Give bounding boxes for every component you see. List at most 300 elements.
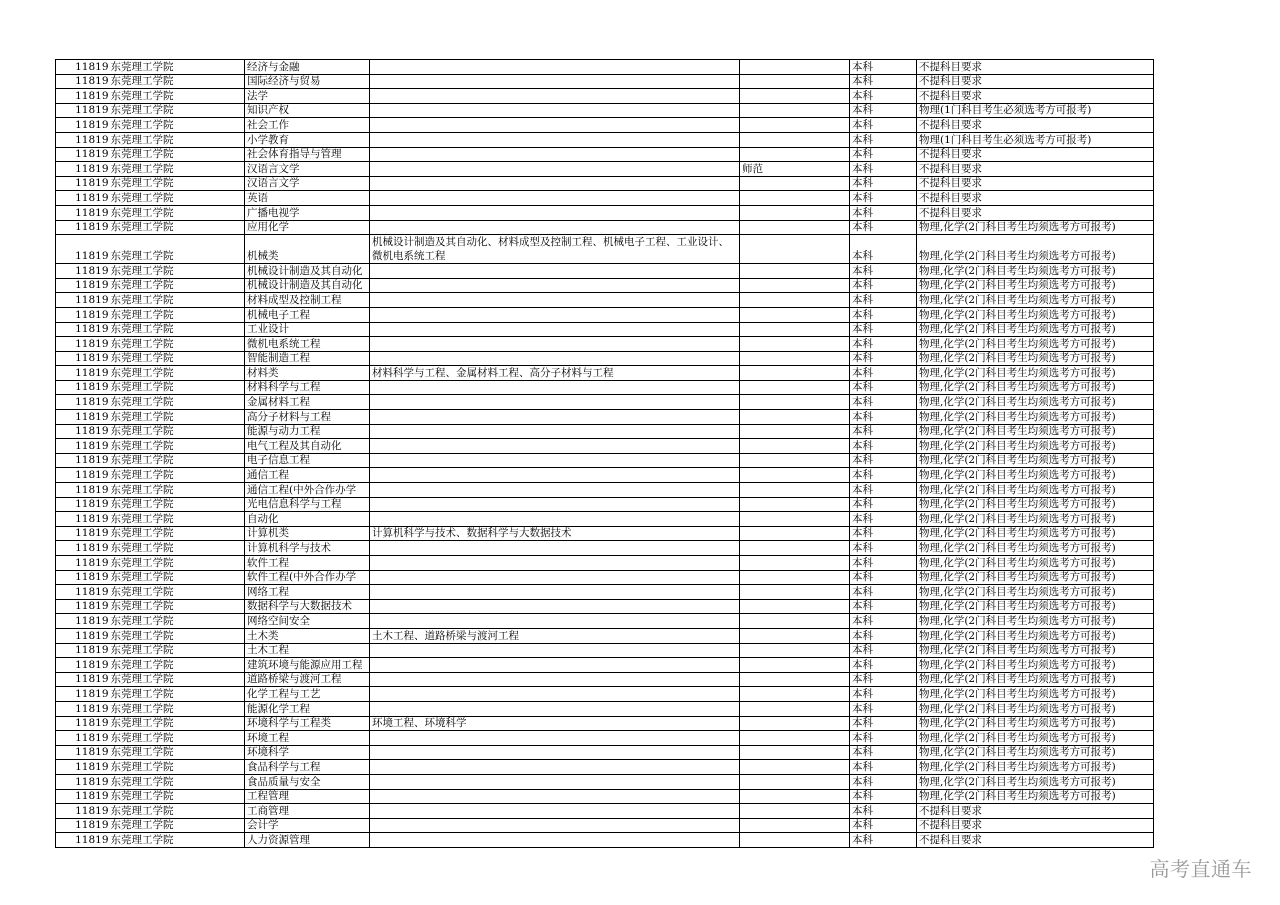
school-code-cell: 11819 [56,337,110,352]
major-cell: 光电信息科学与工程 [245,497,370,512]
level-cell: 本科 [850,599,917,614]
school-code-cell: 11819 [56,278,110,293]
table-row [56,789,1154,804]
school-code-cell: 11819 [56,585,110,600]
level-cell: 本科 [850,804,917,819]
subject-requirement-cell: 物理,化学(2门科目考生均须选考方可报考) [917,351,1154,366]
school-code-cell: 11819 [56,614,110,629]
major-cell: 高分子材料与工程 [245,410,370,425]
major-cell: 电气工程及其自动化 [245,439,370,454]
subject-requirement-cell: 物理,化学(2门科目考生均须选考方可报考) [917,541,1154,556]
school-name-cell: 东莞理工学院 [110,599,245,614]
table-row [56,745,1154,760]
level-cell: 本科 [850,395,917,410]
subject-requirement-cell: 物理(1门科目考生必须选考方可报考) [917,103,1154,118]
note-cell [740,658,850,673]
school-code-cell: 11819 [56,176,110,191]
included-majors-cell [370,745,740,760]
level-cell: 本科 [850,745,917,760]
table-row [56,818,1154,833]
note-cell [740,89,850,104]
table-row [56,89,1154,104]
included-majors-cell [370,643,740,658]
table-row [56,556,1154,571]
subject-requirement-cell: 物理,化学(2门科目考生均须选考方可报考) [917,512,1154,527]
major-cell: 会计学 [245,818,370,833]
school-code-cell: 11819 [56,191,110,206]
major-cell: 广播电视学 [245,205,370,220]
level-cell: 本科 [850,453,917,468]
included-majors-cell [370,380,740,395]
included-majors-cell [370,74,740,89]
school-name-cell: 东莞理工学院 [110,541,245,556]
major-cell: 通信工程(中外合作办学 [245,483,370,498]
note-cell [740,453,850,468]
school-name-cell: 东莞理工学院 [110,701,245,716]
school-code-cell: 11819 [56,541,110,556]
school-name-cell: 东莞理工学院 [110,439,245,454]
school-code-cell: 11819 [56,804,110,819]
school-code-cell: 11819 [56,147,110,162]
school-name-cell: 东莞理工学院 [110,468,245,483]
school-code-cell: 11819 [56,570,110,585]
subject-requirement-cell: 不提科目要求 [917,162,1154,177]
school-code-cell: 11819 [56,424,110,439]
level-cell: 本科 [850,468,917,483]
major-cell: 网络工程 [245,585,370,600]
subject-requirement-cell: 物理,化学(2门科目考生均须选考方可报考) [917,483,1154,498]
note-cell [740,585,850,600]
note-cell [740,103,850,118]
note-cell [740,789,850,804]
level-cell: 本科 [850,658,917,673]
school-code-cell: 11819 [56,745,110,760]
included-majors-cell [370,337,740,352]
subject-requirement-cell: 物理,化学(2门科目考生均须选考方可报考) [917,643,1154,658]
level-cell: 本科 [850,716,917,731]
school-code-cell: 11819 [56,60,110,75]
table-row [56,132,1154,147]
table-row [56,570,1154,585]
school-code-cell: 11819 [56,774,110,789]
subject-requirement-cell: 不提科目要求 [917,147,1154,162]
included-majors-cell [370,132,740,147]
level-cell: 本科 [850,512,917,527]
level-cell: 本科 [850,235,917,264]
school-name-cell: 东莞理工学院 [110,628,245,643]
included-majors-cell [370,60,740,75]
school-code-cell: 11819 [56,118,110,133]
subject-requirement-cell: 物理,化学(2门科目考生均须选考方可报考) [917,731,1154,746]
note-cell [740,716,850,731]
level-cell: 本科 [850,628,917,643]
major-cell: 土木类 [245,628,370,643]
school-code-cell: 11819 [56,235,110,264]
major-cell: 智能制造工程 [245,351,370,366]
subject-requirement-cell: 物理,化学(2门科目考生均须选考方可报考) [917,570,1154,585]
school-name-cell: 东莞理工学院 [110,307,245,322]
school-name-cell: 东莞理工学院 [110,658,245,673]
school-name-cell: 东莞理工学院 [110,220,245,235]
major-cell: 环境工程 [245,731,370,746]
included-majors-cell [370,804,740,819]
school-code-cell: 11819 [56,658,110,673]
included-majors-cell [370,585,740,600]
subject-requirement-cell: 物理,化学(2门科目考生均须选考方可报考) [917,556,1154,571]
table-row [56,716,1154,731]
note-cell [740,497,850,512]
school-code-cell: 11819 [56,103,110,118]
major-cell: 软件工程(中外合作办学 [245,570,370,585]
table-row [56,103,1154,118]
table-row [56,599,1154,614]
table-row [56,774,1154,789]
level-cell: 本科 [850,410,917,425]
note-cell [740,468,850,483]
level-cell: 本科 [850,337,917,352]
subject-requirement-cell: 物理,化学(2门科目考生均须选考方可报考) [917,453,1154,468]
school-code-cell: 11819 [56,512,110,527]
major-cell: 网络空间安全 [245,614,370,629]
school-name-cell: 东莞理工学院 [110,278,245,293]
table-row [56,205,1154,220]
school-code-cell: 11819 [56,395,110,410]
watermark: 高考直通车 [1149,857,1252,881]
major-cell: 计算机科学与技术 [245,541,370,556]
school-name-cell: 东莞理工学院 [110,789,245,804]
subject-requirement-cell: 物理(1门科目考生必须选考方可报考) [917,132,1154,147]
school-name-cell: 东莞理工学院 [110,526,245,541]
major-cell: 微机电系统工程 [245,337,370,352]
note-cell [740,293,850,308]
included-majors-cell [370,468,740,483]
table-row [56,628,1154,643]
major-cell: 能源化学工程 [245,701,370,716]
table-row [56,293,1154,308]
major-cell: 通信工程 [245,468,370,483]
school-code-cell: 11819 [56,205,110,220]
major-cell: 食品质量与安全 [245,774,370,789]
major-cell: 材料类 [245,366,370,381]
included-majors-cell [370,774,740,789]
table-row [56,701,1154,716]
major-cell: 自动化 [245,512,370,527]
school-code-cell: 11819 [56,497,110,512]
major-cell: 道路桥梁与渡河工程 [245,672,370,687]
major-cell: 英语 [245,191,370,206]
table-row [56,366,1154,381]
school-code-cell: 11819 [56,599,110,614]
table-row [56,264,1154,279]
subject-requirement-cell: 不提科目要求 [917,804,1154,819]
school-name-cell: 东莞理工学院 [110,774,245,789]
level-cell: 本科 [850,789,917,804]
school-name-cell: 东莞理工学院 [110,176,245,191]
major-cell: 工业设计 [245,322,370,337]
major-cell: 社会体育指导与管理 [245,147,370,162]
note-cell [740,235,850,264]
school-name-cell: 东莞理工学院 [110,60,245,75]
major-cell: 汉语言文学 [245,176,370,191]
school-name-cell: 东莞理工学院 [110,556,245,571]
major-cell: 社会工作 [245,118,370,133]
level-cell: 本科 [850,497,917,512]
major-cell: 人力资源管理 [245,833,370,848]
included-majors-cell [370,205,740,220]
included-majors-cell [370,701,740,716]
major-cell: 食品科学与工程 [245,760,370,775]
table-row [56,424,1154,439]
school-name-cell: 东莞理工学院 [110,147,245,162]
major-cell: 金属材料工程 [245,395,370,410]
subject-requirement-cell: 物理,化学(2门科目考生均须选考方可报考) [917,293,1154,308]
level-cell: 本科 [850,307,917,322]
level-cell: 本科 [850,366,917,381]
note-cell [740,701,850,716]
included-majors-cell [370,351,740,366]
school-name-cell: 东莞理工学院 [110,162,245,177]
subject-requirement-cell: 物理,化学(2门科目考生均须选考方可报考) [917,366,1154,381]
level-cell: 本科 [850,147,917,162]
included-majors-cell [370,497,740,512]
table-row [56,147,1154,162]
school-code-cell: 11819 [56,322,110,337]
school-name-cell: 东莞理工学院 [110,643,245,658]
level-cell: 本科 [850,526,917,541]
school-code-cell: 11819 [56,628,110,643]
level-cell: 本科 [850,687,917,702]
major-cell: 机械设计制造及其自动化 [245,264,370,279]
school-code-cell: 11819 [56,293,110,308]
included-majors-cell [370,731,740,746]
level-cell: 本科 [850,351,917,366]
school-code-cell: 11819 [56,162,110,177]
table-row [56,278,1154,293]
school-name-cell: 东莞理工学院 [110,672,245,687]
school-name-cell: 东莞理工学院 [110,424,245,439]
note-cell [740,205,850,220]
table-row [56,541,1154,556]
school-name-cell: 东莞理工学院 [110,731,245,746]
included-majors-cell [370,760,740,775]
included-majors-cell [370,541,740,556]
subject-requirement-cell: 物理,化学(2门科目考生均须选考方可报考) [917,614,1154,629]
major-cell: 能源与动力工程 [245,424,370,439]
school-code-cell: 11819 [56,439,110,454]
level-cell: 本科 [850,89,917,104]
major-cell: 国际经济与贸易 [245,74,370,89]
included-majors-cell [370,162,740,177]
included-majors-cell [370,278,740,293]
subject-requirement-cell: 物理,化学(2门科目考生均须选考方可报考) [917,716,1154,731]
school-name-cell: 东莞理工学院 [110,118,245,133]
subject-requirement-cell: 物理,化学(2门科目考生均须选考方可报考) [917,526,1154,541]
note-cell [740,322,850,337]
level-cell: 本科 [850,731,917,746]
major-cell: 机械类 [245,235,370,264]
subject-requirement-cell: 物理,化学(2门科目考生均须选考方可报考) [917,760,1154,775]
subject-requirement-cell: 不提科目要求 [917,176,1154,191]
included-majors-cell: 环境工程、环境科学 [370,716,740,731]
note-cell [740,774,850,789]
level-cell: 本科 [850,380,917,395]
table-row [56,731,1154,746]
level-cell: 本科 [850,439,917,454]
subject-requirement-cell: 物理,化学(2门科目考生均须选考方可报考) [917,658,1154,673]
level-cell: 本科 [850,818,917,833]
included-majors-cell [370,322,740,337]
note-cell [740,614,850,629]
note-cell [740,264,850,279]
school-code-cell: 11819 [56,760,110,775]
subject-requirement-cell: 物理,化学(2门科目考生均须选考方可报考) [917,410,1154,425]
table-row [56,672,1154,687]
major-cell: 经济与金融 [245,60,370,75]
major-cell: 小学教育 [245,132,370,147]
subject-requirement-cell: 物理,化学(2门科目考生均须选考方可报考) [917,395,1154,410]
major-cell: 法学 [245,89,370,104]
included-majors-cell [370,833,740,848]
table-row [56,614,1154,629]
school-name-cell: 东莞理工学院 [110,322,245,337]
note-cell [740,512,850,527]
included-majors-cell [370,89,740,104]
subject-requirement-cell: 不提科目要求 [917,60,1154,75]
level-cell: 本科 [850,278,917,293]
school-code-cell: 11819 [56,556,110,571]
included-majors-cell [370,424,740,439]
school-code-cell: 11819 [56,672,110,687]
note-cell [740,526,850,541]
major-cell: 知识产权 [245,103,370,118]
school-code-cell: 11819 [56,701,110,716]
level-cell: 本科 [850,774,917,789]
school-code-cell: 11819 [56,410,110,425]
school-code-cell: 11819 [56,731,110,746]
subject-requirement-cell: 物理,化学(2门科目考生均须选考方可报考) [917,337,1154,352]
level-cell: 本科 [850,760,917,775]
note-cell [740,366,850,381]
included-majors-cell [370,147,740,162]
school-code-cell: 11819 [56,351,110,366]
major-cell: 汉语言文学 [245,162,370,177]
included-majors-cell [370,789,740,804]
table-row [56,220,1154,235]
school-name-cell: 东莞理工学院 [110,235,245,264]
included-majors-cell [370,191,740,206]
table-row [56,439,1154,454]
subject-requirement-cell: 不提科目要求 [917,818,1154,833]
table-row [56,235,1154,264]
note-cell [740,833,850,848]
school-code-cell: 11819 [56,74,110,89]
subject-requirement-cell: 不提科目要求 [917,74,1154,89]
note-cell [740,395,850,410]
included-majors-cell [370,293,740,308]
school-code-cell: 11819 [56,526,110,541]
level-cell: 本科 [850,132,917,147]
major-cell: 电子信息工程 [245,453,370,468]
subject-requirement-cell: 物理,化学(2门科目考生均须选考方可报考) [917,307,1154,322]
school-code-cell: 11819 [56,818,110,833]
major-cell: 计算机类 [245,526,370,541]
note-cell [740,424,850,439]
school-name-cell: 东莞理工学院 [110,512,245,527]
table-row [56,307,1154,322]
note-cell [740,410,850,425]
school-code-cell: 11819 [56,468,110,483]
included-majors-cell: 机械设计制造及其自动化、材料成型及控制工程、机械电子工程、工业设计、微机电系统工程 [370,235,740,264]
level-cell: 本科 [850,264,917,279]
included-majors-cell [370,570,740,585]
level-cell: 本科 [850,672,917,687]
table-row [56,687,1154,702]
subject-requirement-cell: 物理,化学(2门科目考生均须选考方可报考) [917,220,1154,235]
note-cell [740,804,850,819]
level-cell: 本科 [850,162,917,177]
school-code-cell: 11819 [56,716,110,731]
table-row [56,191,1154,206]
subject-requirement-cell: 物理,化学(2门科目考生均须选考方可报考) [917,468,1154,483]
school-code-cell: 11819 [56,789,110,804]
table-row [56,497,1154,512]
subject-requirement-cell: 物理,化学(2门科目考生均须选考方可报考) [917,380,1154,395]
table-row [56,526,1154,541]
school-code-cell: 11819 [56,833,110,848]
note-cell [740,337,850,352]
level-cell: 本科 [850,60,917,75]
subject-requirement-cell: 物理,化学(2门科目考生均须选考方可报考) [917,701,1154,716]
included-majors-cell [370,439,740,454]
major-cell: 工商管理 [245,804,370,819]
table-row [56,162,1154,177]
school-code-cell: 11819 [56,483,110,498]
included-majors-cell [370,395,740,410]
school-name-cell: 东莞理工学院 [110,410,245,425]
note-cell [740,541,850,556]
school-name-cell: 东莞理工学院 [110,351,245,366]
level-cell: 本科 [850,614,917,629]
included-majors-cell [370,103,740,118]
note-cell [740,556,850,571]
subject-requirement-cell: 物理,化学(2门科目考生均须选考方可报考) [917,599,1154,614]
included-majors-cell [370,264,740,279]
major-cell: 软件工程 [245,556,370,571]
note-cell [740,628,850,643]
table-row [56,351,1154,366]
subject-requirement-cell: 物理,化学(2门科目考生均须选考方可报考) [917,745,1154,760]
table-row [56,380,1154,395]
school-name-cell: 东莞理工学院 [110,745,245,760]
level-cell: 本科 [850,74,917,89]
level-cell: 本科 [850,191,917,206]
included-majors-cell [370,658,740,673]
school-name-cell: 东莞理工学院 [110,264,245,279]
subject-requirement-cell: 物理,化学(2门科目考生均须选考方可报考) [917,424,1154,439]
major-cell: 土木工程 [245,643,370,658]
table-row [56,833,1154,848]
school-name-cell: 东莞理工学院 [110,687,245,702]
school-name-cell: 东莞理工学院 [110,614,245,629]
table-row [56,453,1154,468]
table-row [56,395,1154,410]
major-cell: 材料成型及控制工程 [245,293,370,308]
included-majors-cell [370,672,740,687]
school-name-cell: 东莞理工学院 [110,380,245,395]
school-name-cell: 东莞理工学院 [110,760,245,775]
table-row [56,118,1154,133]
level-cell: 本科 [850,118,917,133]
